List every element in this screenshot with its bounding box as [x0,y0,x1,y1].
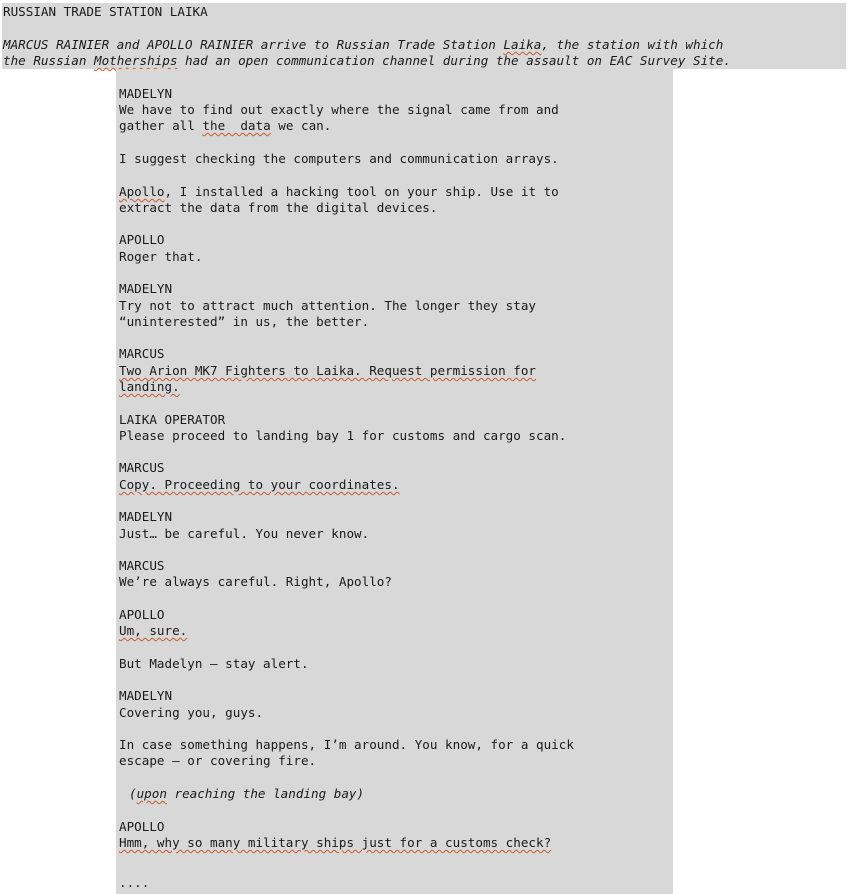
dialogue-line: Just… be careful. You never know. [119,526,370,541]
spellcheck-word: Two Arion MK7 Fighters to Laika. Request permission for [119,363,537,378]
dialogue-line [119,623,187,639]
character-name: MARCUS [119,558,165,573]
scene-heading: RUSSIAN TRADE STATION LAIKA [3,4,208,19]
character-name: APOLLO [119,232,165,247]
parenthetical-text: reaching the landing bay) [166,786,365,801]
character-name: MADELYN [119,688,173,703]
spellcheck-word: Laika [503,37,542,52]
spellcheck-word: Apollo [119,184,165,199]
dialogue-line [119,835,551,851]
spellcheck-word: Um, sure. [119,623,188,638]
character-name: APOLLO [119,819,165,834]
dialogue-line: extract the data from the digital devices. [119,200,438,215]
dialogue-line: Try not to attract much attention. The longer they stay [119,298,537,313]
ellipsis-line: .... [119,875,150,890]
action-line-2 [3,53,731,69]
dialogue-line [119,477,400,493]
dialogue-line [119,184,559,200]
dialogue-line: We’re always careful. Right, Apollo? [119,574,392,589]
character-name: APOLLO [119,607,165,622]
dialogue-text: , I installed a hacking tool on your ship. Use it to [164,184,559,199]
dialogue-line: escape – or covering fire. [119,753,317,768]
action-text: had an open communication channel during the assault on EAC Survey Site. [177,53,731,68]
character-name: LAIKA OPERATOR [119,412,226,427]
action-text: MARCUS RAINIER and APOLLO RAINIER arrive to Russian Trade Station [3,37,504,52]
dialogue-line [119,379,180,395]
character-name: MADELYN [119,281,173,296]
dialogue-line: Covering you, guys. [119,705,264,720]
dialogue-line: In case something happens, I’m around. You know, for a quick [119,737,574,752]
dialogue-line [119,118,331,134]
spellcheck-word: landing. [119,379,180,394]
dialogue-line: Roger that. [119,249,203,264]
spellcheck-word: the data [202,118,271,133]
dialogue-line: We have to find out exactly where the signal came from and [119,102,559,117]
spellcheck-word: Copy. Proceeding to your coordinates. [119,477,400,492]
dialogue-line: I suggest checking the computers and communication arrays. [119,151,559,166]
spellcheck-word: Hmm, why so many military ships just for a customs check? [119,835,552,850]
character-name: MADELYN [119,509,173,524]
action-text: , the station with which [541,37,724,52]
dialogue-line: Please proceed to landing bay 1 for customs and cargo scan. [119,428,567,443]
dialogue-text: we can. [270,118,332,133]
dialogue-line: But Madelyn – stay alert. [119,656,309,671]
character-name: MARCUS [119,346,165,361]
parenthetical-text: ( [129,786,137,801]
dialogue-line [119,363,536,379]
dialogue-line: “uninterested” in us, the better. [119,314,370,329]
dialogue-text: gather all [119,118,203,133]
character-name: MADELYN [119,86,173,101]
action-text: the Russian [3,53,94,68]
spellcheck-word: upon [136,786,167,801]
character-name: MARCUS [119,460,165,475]
action-line-1 [3,37,723,53]
parenthetical [129,786,364,802]
spellcheck-word: Motherships [94,53,178,68]
